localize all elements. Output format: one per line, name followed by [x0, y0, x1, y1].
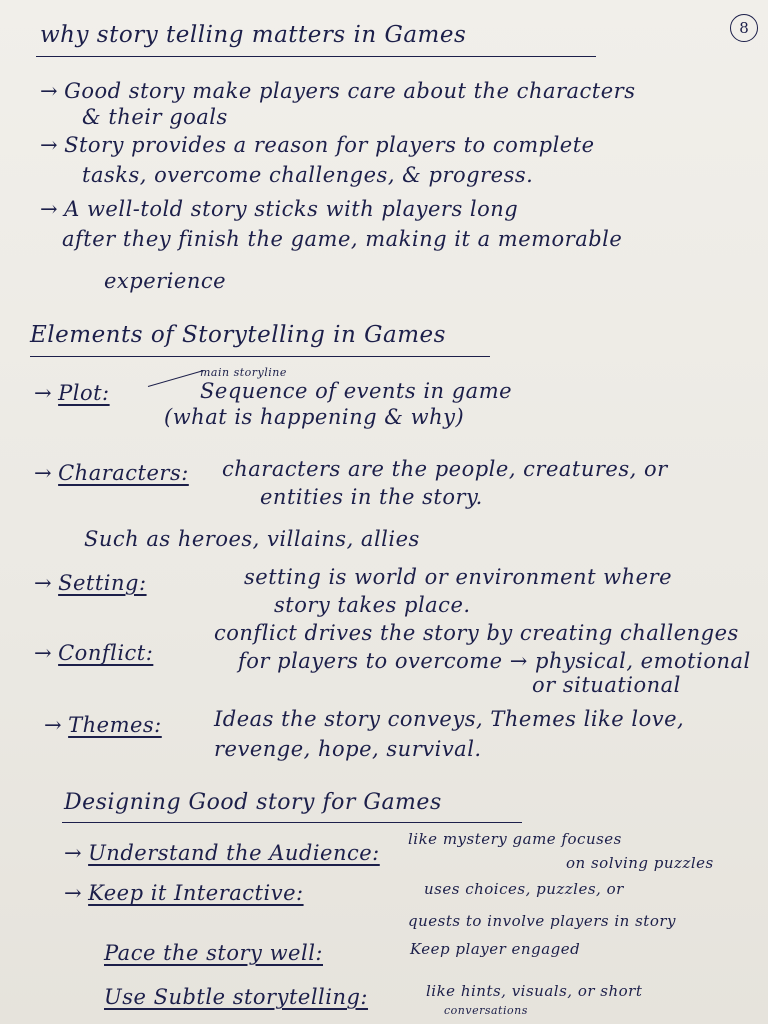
- bullet-3: → A well-told story sticks with players long: [40, 197, 519, 221]
- subtle-line-2: conversations: [444, 1004, 528, 1017]
- setting-line-2: story takes place.: [274, 593, 471, 617]
- characters-line-2: entities in the story.: [260, 485, 483, 509]
- bullet-1: → Good story make players care about the characters: [40, 79, 636, 103]
- designing-underline: [62, 822, 522, 823]
- conflict-line-3: or situational: [532, 673, 681, 697]
- characters-line-3: Such as heroes, villains, allies: [84, 527, 420, 551]
- audience-line-2: on solving puzzles: [566, 854, 714, 872]
- subtle-line-1: like hints, visuals, or short: [426, 982, 643, 1000]
- plot-line-2: (what is happening & why): [164, 405, 465, 429]
- conflict-line-2: for players to overcome → physical, emotional: [238, 649, 751, 673]
- themes-line-2: revenge, hope, survival.: [214, 737, 482, 761]
- setting-label: → Setting:: [34, 571, 147, 595]
- bullet-1-cont: & their goals: [82, 105, 228, 129]
- plot-pointer-line: [148, 370, 204, 387]
- audience-label: → Understand the Audience:: [64, 841, 380, 865]
- bullet-3-end: experience: [104, 269, 227, 293]
- bullet-2: → Story provides a reason for players to complete: [40, 133, 595, 157]
- interactive-line-1: uses choices, puzzles, or: [424, 880, 624, 898]
- page-number: 8: [730, 14, 758, 42]
- pace-line: Keep player engaged: [410, 940, 581, 958]
- plot-note: main storyline: [200, 366, 287, 379]
- title-underline: [36, 56, 596, 57]
- characters-label: → Characters:: [34, 461, 189, 485]
- subtle-label: Use Subtle storytelling:: [104, 985, 369, 1009]
- audience-line-1: like mystery game focuses: [408, 830, 622, 848]
- elements-underline: [30, 356, 490, 357]
- designing-heading: Designing Good story for Games: [64, 790, 442, 815]
- pace-label: Pace the story well:: [104, 941, 323, 965]
- bullet-2-cont: tasks, overcome challenges, & progress.: [82, 163, 534, 187]
- themes-line-1: Ideas the story conveys, Themes like love,: [214, 707, 685, 731]
- conflict-line-1: conflict drives the story by creating challenges: [214, 621, 739, 645]
- elements-heading: Elements of Storytelling in Games: [30, 322, 446, 348]
- plot-line-1: Sequence of events in game: [200, 379, 513, 403]
- interactive-line-2: quests to involve players in story: [408, 912, 676, 930]
- themes-label: → Themes:: [44, 713, 162, 737]
- page-title: why story telling matters in Games: [40, 22, 467, 48]
- characters-line-1: characters are the people, creatures, or: [222, 457, 668, 481]
- bullet-3-cont: after they finish the game, making it a memorable: [62, 227, 623, 251]
- plot-label: → Plot:: [34, 381, 110, 405]
- conflict-label: → Conflict:: [34, 641, 154, 665]
- interactive-label: → Keep it Interactive:: [64, 881, 304, 905]
- setting-line-1: setting is world or environment where: [244, 565, 673, 589]
